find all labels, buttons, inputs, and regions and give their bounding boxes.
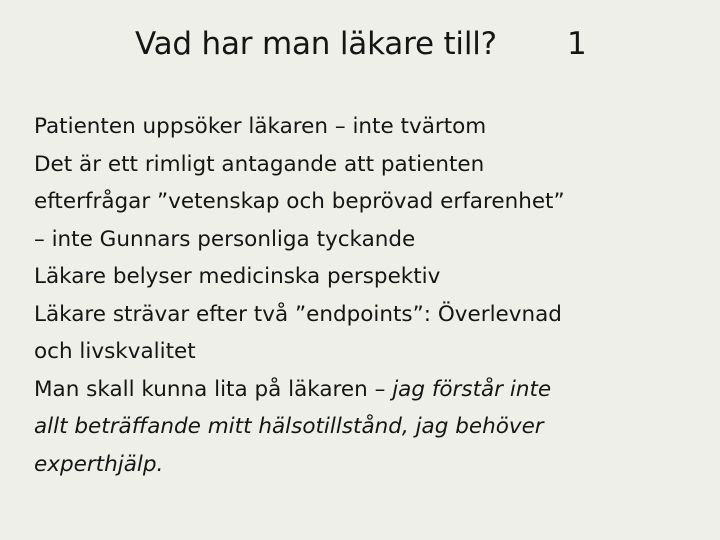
body-line: Läkare strävar efter två ”endpoints”: Överlevnad bbox=[34, 301, 562, 327]
body-line: och livskvalitet bbox=[34, 339, 196, 364]
body-line: Patienten uppsöker läkaren – inte tvärtom bbox=[34, 114, 487, 139]
body-line: Läkare belyser medicinska perspektiv bbox=[34, 264, 441, 289]
body-line-normal-text: Man skall kunna lita på läkaren – bbox=[34, 376, 393, 402]
body-line: efterfrågar ”vetenskap och beprövad erfarenhet” bbox=[34, 189, 565, 214]
slide-title: Vad har man läkare till? bbox=[135, 26, 497, 62]
body-line-mixed bbox=[34, 371, 694, 409]
body-line-italic-text: jag förstår inte bbox=[392, 376, 552, 402]
body-line-italic: experthjälp. bbox=[34, 451, 164, 477]
body-line: – inte Gunnars personliga tyckande bbox=[34, 226, 416, 252]
slide-body bbox=[34, 108, 694, 483]
body-line: Det är ett rimligt antagande att patienten bbox=[34, 151, 485, 177]
title-row bbox=[0, 24, 720, 68]
slide-number: 1 bbox=[567, 26, 587, 62]
body-line-italic: allt beträffande mitt hälsotillstånd, jag behöver bbox=[34, 414, 544, 439]
